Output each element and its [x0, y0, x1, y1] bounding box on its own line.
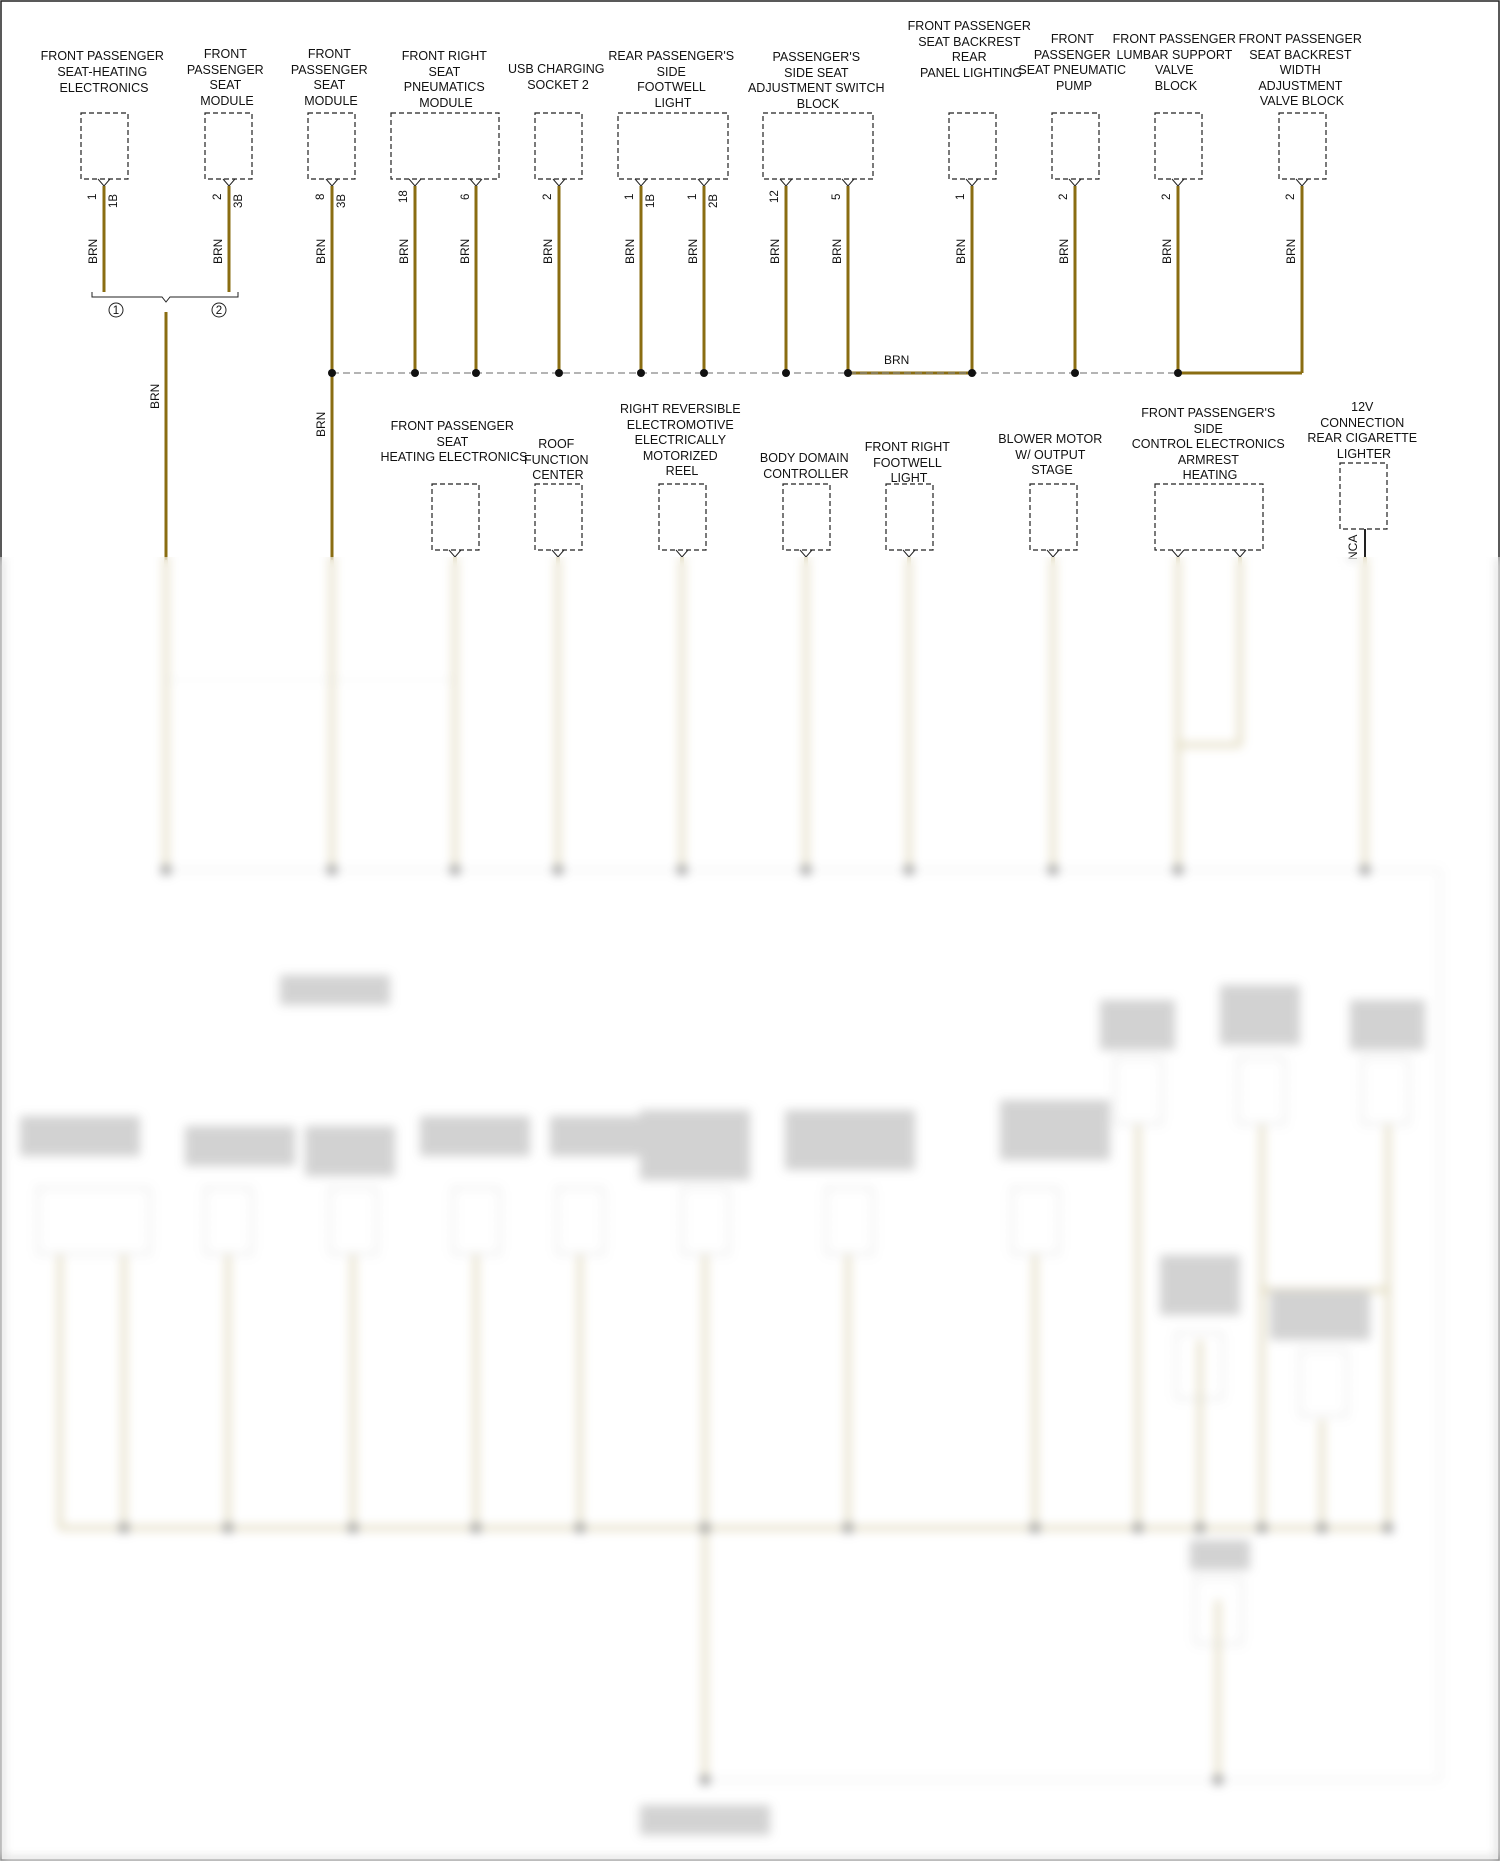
label-front-passenger-seat-heating-electronics: FRONT PASSENGER SEAT-HEATING ELECTRONICS	[40, 49, 164, 95]
label-front-passenger-seat-backrest-width-adjustment-valve-block: FRONT PASSENGER SEAT BACKREST WIDTH ADJUSTMENT VALVE BLOCK	[1238, 32, 1362, 108]
wire-label: BRN	[1284, 238, 1298, 264]
pin-c6-d: 2B	[708, 193, 720, 208]
pin-c7-a: 12	[769, 190, 781, 203]
label-front-passenger-seat-backrest-rear-panel-lighting: FRONT PASSENGER SEAT BACKREST REAR PANEL LIGHTING	[907, 19, 1031, 80]
wire-label: BRN	[768, 238, 782, 264]
nca-label: NCA	[1346, 534, 1360, 560]
wire-label: BRN	[541, 238, 555, 264]
wire-label: BRN	[458, 238, 472, 264]
pin-c4-b: 6	[460, 193, 472, 200]
pin-c1-a: 1	[87, 193, 99, 200]
label-passengers-side-seat-adjustment-switch-block: PASSENGER'S SIDE SEAT ADJUSTMENT SWITCH BLOCK	[747, 50, 885, 111]
label-front-passenger-seat-module-1: FRONT PASSENGER SEAT MODULE	[186, 47, 264, 108]
svg-text:2: 2	[215, 305, 223, 317]
pin-c6-c: 1	[687, 193, 699, 200]
pin-c3-b: 3B	[336, 193, 348, 208]
pin-c10-a: 2	[1161, 193, 1173, 200]
label-right-reversible-electromotive-reel: RIGHT REVERSIBLE ELECTROMOTIVE ELECTRICALLY MOTORIZED REEL	[619, 402, 741, 478]
label-front-passenger-seat-pneumatic-pump: FRONT PASSENGER SEAT PNEUMATIC PUMP	[1018, 32, 1127, 93]
pin-c6-a: 1	[624, 193, 636, 200]
wire-label: BRN	[314, 411, 328, 437]
wire-label: BRN	[86, 238, 100, 264]
wire-label: BRN	[830, 238, 844, 264]
label-body-domain-controller: BODY DOMAIN CONTROLLER	[759, 451, 849, 481]
wire-label: BRN	[148, 383, 162, 409]
label-front-right-seat-pneumatics-module: FRONT RIGHT SEAT PNEUMATICS MODULE	[401, 49, 487, 110]
pin-c3-a: 8	[315, 193, 327, 200]
wire-label-horizontal: BRN	[884, 353, 910, 367]
pin-c5-a: 2	[542, 193, 554, 200]
wire-label: BRN	[623, 238, 637, 264]
label-usb-charging-socket-2: USB CHARGING SOCKET 2	[507, 62, 605, 92]
pin-c8-a: 1	[955, 193, 967, 200]
label-front-passenger-seat-module-2: FRONT PASSENGER SEAT MODULE	[290, 47, 368, 108]
label-front-passengers-side-armrest-heating: FRONT PASSENGER'S SIDE CONTROL ELECTRONICS ARMREST HEATING	[1131, 406, 1285, 482]
label-front-right-footwell-light: FRONT RIGHT FOOTWELL LIGHT	[864, 440, 950, 485]
pin-c4-a: 18	[398, 190, 410, 203]
wire-label: BRN	[954, 238, 968, 264]
wire-label: BRN	[314, 238, 328, 264]
pin-c2-a: 2	[212, 193, 224, 200]
wire-label: BRN	[397, 238, 411, 264]
label-rear-passengers-side-footwell-light: REAR PASSENGER'S SIDE FOOTWELL LIGHT	[608, 49, 735, 110]
label-front-passenger-seat-heating-electronics-2: FRONT PASSENGER SEAT HEATING ELECTRONICS	[380, 419, 528, 464]
wire-label: BRN	[211, 238, 225, 264]
label-12v-connection-rear-cigarette-lighter: 12V CONNECTION REAR CIGARETTE LIGHTER	[1307, 400, 1418, 461]
pin-c7-b: 5	[831, 193, 843, 200]
pin-c1-b: 1B	[108, 193, 120, 208]
wire-label: BRN	[686, 238, 700, 264]
svg-text:1: 1	[112, 305, 120, 317]
pin-c6-b: 1B	[645, 193, 657, 208]
blurred-region	[0, 557, 1500, 1861]
label-blower-motor-output-stage: BLOWER MOTOR W/ OUTPUT STAGE	[998, 432, 1103, 477]
pin-c11-a: 2	[1285, 193, 1297, 200]
label-roof-function-center: ROOF FUNCTION CENTER	[523, 437, 589, 482]
pin-c9-a: 2	[1058, 193, 1070, 200]
wire-label: BRN	[1160, 238, 1174, 264]
label-front-passenger-lumbar-support-valve-block: FRONT PASSENGER LUMBAR SUPPORT VALVE BLOCK	[1112, 32, 1236, 93]
wire-label: BRN	[1057, 238, 1071, 264]
pin-c2-b: 3B	[233, 193, 245, 208]
